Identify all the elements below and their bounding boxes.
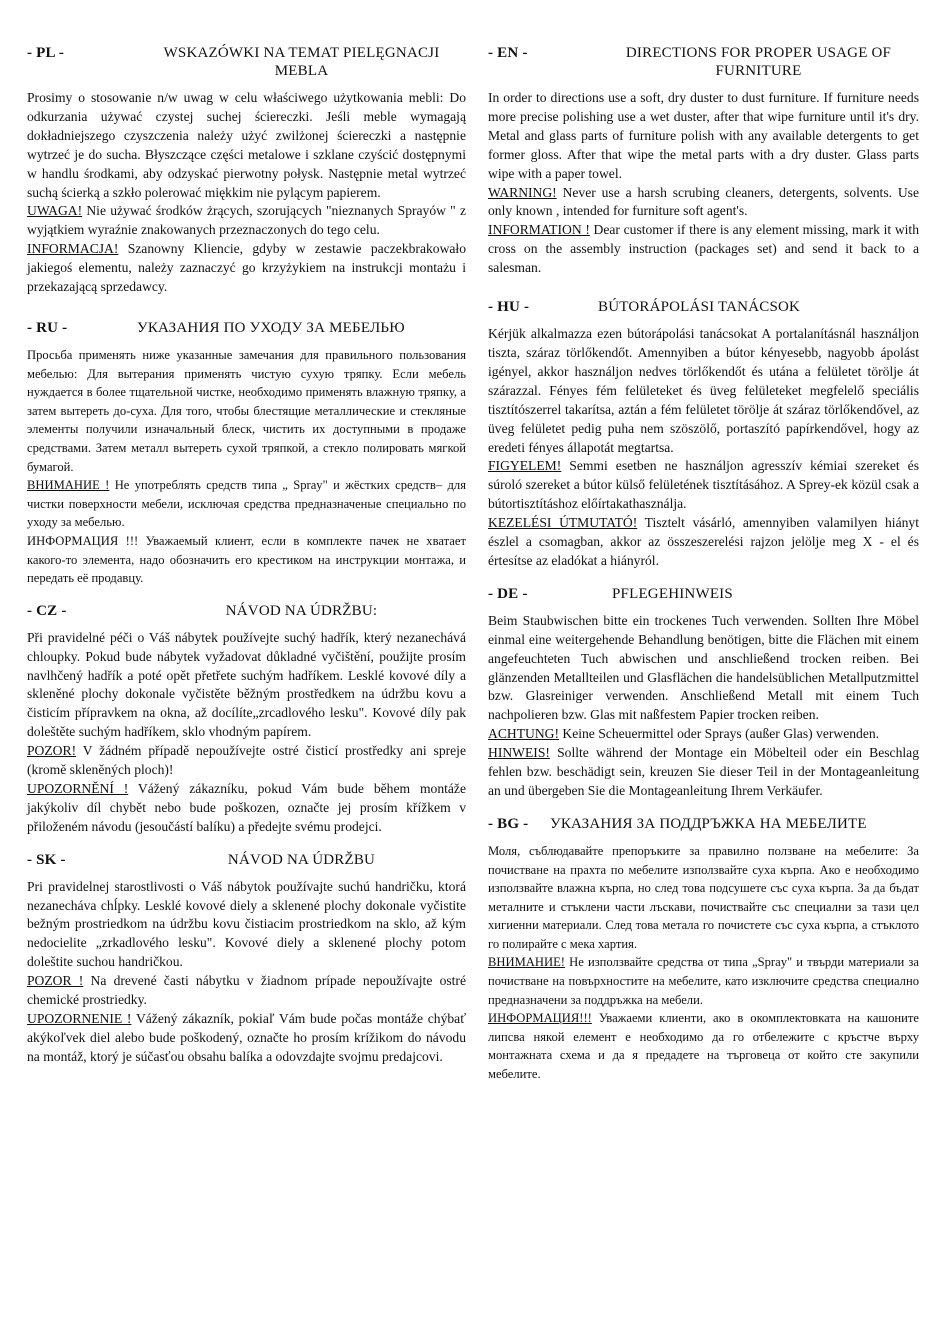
section-text (27, 629, 466, 837)
warning-text: Never use a harsh scrubing cleaners, detergents, solvents. Use only known , intended for furniture soft agent's. (488, 184, 919, 219)
info-label: INFORMATION ! (488, 222, 590, 238)
warning-text: Не употреблять средств типа „ Spray" и жёстких средств– для чистки поверхности мебели, исключая средства предназначеные специально по уходу за мебелью. (27, 478, 467, 530)
warning-text: Не използвайте средства от типа „Spray" и твърди материали за почистване на повърхностите на мебелите, като изключите средства специално предназначени за поддръжка на мебели. (488, 955, 919, 1007)
info-text: Tisztelt vásárló, amennyiben valamilyen hiányt észlel a csomagban, akkor az összeszerelési rajzon jelölje meg X - el és értesítse az eladókat a hiányról. (488, 515, 919, 568)
section-header (488, 44, 919, 80)
section-title: DIRECTIONS FOR PROPER USAGE OF FURNITURE (625, 45, 892, 79)
language-code: - SK - (27, 851, 66, 868)
info-label: ИНФОРМАЦИЯ !!! (27, 533, 139, 548)
info-text: Уважаеми клиенти, ако в окомплектовката на кашоните липсва някой елемент е необходимо да го отбележите с кръстче върху монтажната схема и да я предадете на търговеца от който сте закупили мебелите. (488, 1011, 919, 1082)
intro-text: Při pravidelné péči o Váš nábytek používejte suchý hadřík, který nezanechává chloupky. Pokud bude nábytek vyžadovat důkladné vyčištění, použijte prosím navlhčený hadřík a poté opět přetřete suchým hadříkem. Lesklé kovové díly a skleněné plochy dokonale vyčistěte běžným prostředkem na údržbu kovu a čisticím přípravkem na okna, až docílíte„zrcadlového lesku". Kovové díly pak doleštěte suchým hadříkem, sklo vhodným papírem. (27, 629, 466, 740)
section-title: NÁVOD NA ÚDRŽBU (227, 851, 376, 868)
warning-label: ВНИМАНИЕ ! (27, 478, 110, 493)
section-header (27, 44, 466, 80)
language-code: - EN - (488, 45, 528, 61)
section-ru (27, 319, 466, 588)
section-header (27, 851, 466, 869)
warning-text: Keine Scheuermittel oder Sprays (außer Glas) verwenden. (558, 726, 880, 742)
warning-label: FIGYELEM! (488, 458, 562, 474)
info-label: ИНФОРМАЦИЯ!!! (488, 1011, 592, 1026)
warning-label: ВНИМАНИЕ! (488, 955, 565, 970)
section-text (488, 842, 919, 1084)
intro-text: Pri pravidelnej starostlivosti o Váš nábytok používajte suchú handričku, ktorá nezanecháva chĺpky. Lesklé kovové diely a sklenené plochy dokonale vyčistite bežným prostriedkom na údržbu kovu čistiacim prostriedkom na sklo, až kým nedocielite „zrkadlového lesku". Kovové diely a sklenené plochy potom doleštite suchou handričkou. (27, 878, 466, 970)
language-code: - HU - (488, 299, 530, 316)
section-sk (27, 851, 466, 1067)
warning-label: UWAGA! (27, 203, 83, 219)
language-code: - CZ - (27, 602, 67, 619)
info-label: INFORMACJA! (27, 241, 119, 257)
section-header (27, 319, 466, 337)
section-text (27, 89, 466, 297)
section-hu (488, 298, 919, 571)
info-text: Dear customer if there is any element missing, mark it with cross on the assembly instruction (packages set) and send it back to a salesman. (488, 222, 920, 276)
warning-text: V žádném případě nepoužívejte ostré čisticí prostředky ani spreje (kromě skleněných ploch)! (27, 743, 466, 778)
info-label: UPOZORNĚNÍ ! (27, 780, 129, 796)
warning-label: POZOR ! (27, 973, 84, 989)
info-text: Уважаемый клиент, если в комплекте пачек не хватает какого-то элемента, надо обозначить его крестиком на инструкции монтажа, и передать её продавцу. (27, 533, 466, 586)
section-header (488, 298, 919, 316)
info-label: KEZELÉSI ÚTMUTATÓ! (488, 515, 638, 531)
section-title: PFLEGEHINWEIS (612, 585, 733, 602)
intro-text: Prosimy o stosowanie n/w uwag w celu właściwego użytkowania mebli: Do odkurzania używać czystej suchej ściereczki. Jeśli meble wymagają dokładniejszego czyszczenia należy użyć zwilżonej ściereczki a następnie wytrzeć je do sucha. Błyszczące części metalowe i szklane czyścić dostępnymi w handlu środkami, aby odzyskać pierwotny połysk. Następnie metal wytrzeć suchą ścierką a szkło polerować miękkim nie pylącym papierem. (27, 90, 466, 200)
section-cz (27, 602, 466, 837)
left-column (27, 44, 466, 1081)
section-title: BÚTORÁPOLÁSI TANÁCSOK (598, 299, 801, 316)
section-text (488, 612, 919, 801)
section-header (488, 585, 919, 603)
language-code: - PL - (27, 45, 65, 61)
language-code: - DE - (488, 585, 528, 602)
language-code: - BG - (488, 815, 529, 832)
info-text: Vážený zákazníku, pokud Vám bude během montáže jakýkoliv díl chybět nebo bude poškozen, označte jej prosím křížkem v přiloženém návodu (jesoučástí balíku) a předejte svému prodejci. (27, 780, 466, 834)
info-label: HINWEIS! (488, 745, 550, 761)
section-en (488, 44, 919, 278)
info-text: Sollte während der Montage ein Möbelteil oder ein Beschlag fehlen bzw. beschädigt sein, kreuzen Sie dieser Teil in der Montageanleitung an und übergeben Sie die Montageanleitung Ihrem Verkäufer. (488, 745, 919, 798)
section-text (27, 346, 466, 588)
intro-text: Просьба применять ниже указанные замечания для правильного пользования мебелью: Для вытерания применять чистую сухую тряпку. Если мебель нуждается в более тщательной чистке, необходимо применять влажную тряпку, а затем вытереть до-суха. Для того, чтобы блестящие металлические и стекляные элементы получили изначальный блеск, чистить их доступными в продаже средствами. Затем металл вытереть сухой тряпкой, а стекло полировать мягкой бумагой. (27, 347, 466, 474)
section-de (488, 585, 919, 801)
warning-label: ACHTUNG! (488, 726, 559, 742)
section-text (488, 325, 919, 571)
warning-label: POZOR! (27, 743, 77, 759)
intro-text: Моля, съблюдавайте препоръките за правилно ползване на мебелите: За почистване на прахта по мебелите използвайте суха кърпа. Ако е необходимо използвайте влажна кърпа, но след това подсушете със суха кърпа. За да бъдат металните и стъклени части лъскави, почиствайте със специални за тази цел хигиенни материали. След това метала го почистете със суха кърпа, а стъклото го полирайте с мека хартия. (488, 843, 919, 951)
warning-text: Nie używać środków żrących, szorujących "nieznanych Sprayów " z wyjątkiem wyraźnie znakowanych przeznaczonych do tego celu. (27, 203, 466, 238)
section-title: УКАЗАНИЯ ПО УХОДУ ЗА МЕБЕЛЬЮ (137, 319, 405, 336)
section-title: УКАЗАНИЯ ЗА ПОДДРЪЖКА НА МЕБЕЛИТЕ (550, 815, 867, 832)
info-text: Szanowny Kliencie, gdyby w zestawie paczekbrakowało jakiegoś elementu, należy zaznaczyć go krzyżykiem na instrukcji montażu i przekazającą sprzedawcy. (27, 241, 466, 295)
intro-text: Beim Staubwischen bitte ein trockenes Tuch verwenden. Sollten Ihre Möbel einmal eine weitergehende Behandlung benötigen, bitte die Flächen mit einem angefeuchteten Tuch abwischen und anschließend trocken reiben. Bei glänzenden Metallteilen und Glasflächen die handelsüblichen Metallputzmittel bzw. Glasreiniger verwenden. Anschließend Metall mit einem Tuch nachpolieren bzw. Glas mit naßfestem Papier trocken reiben. (488, 612, 919, 723)
section-header (27, 602, 466, 620)
right-column (488, 44, 919, 1098)
warning-text: Semmi esetben ne használjon agresszív kémiai szereket és súroló szereket a bútor külső felületének tisztításához. A Sprey-ek közül csak a bútortisztításhoz előírtakathasználja. (488, 458, 919, 512)
section-title: WSKAZÓWKI NA TEMAT PIELĘGNACJI MEBLA (163, 45, 440, 79)
info-text: Vážený zákazník, pokiaľ Vám bude počas montáže chýbať akýkoľvek diel alebo bude poškodený, označte ho prosím krížikom do návodu na montáž, ktorý je súčasťou obsahu balíka a odovzdajte svojmu predajcovi. (27, 1011, 466, 1064)
warning-text: Na drevené časti nábytku v žiadnom prípade nepoužívajte ostré chemické prostriedky. (27, 973, 466, 1008)
section-pl (27, 44, 466, 297)
section-header (488, 815, 919, 833)
intro-text: In order to directions use a soft, dry duster to dust furniture. If furniture needs more precise polishing use a wet duster, after that wipe furniture until it's dry. Metal and glass parts of furniture polish with any available detergents to get former gloss. After that wipe the metal parts with a dry duster. Glass parts wipe with a paper towel. (488, 90, 919, 181)
section-text (27, 878, 466, 1067)
info-label: UPOZORNENIE ! (27, 1011, 132, 1026)
language-code: - RU - (27, 319, 68, 336)
warning-label: WARNING! (488, 184, 557, 200)
section-bg (488, 815, 919, 1084)
intro-text: Kérjük alkalmazza ezen bútorápolási tanácsokat A portalanításnál használjon tiszta, száraz törlőkendőt. Amennyiben a bútor kényesebb, nagyobb ápolást igényel, akkor használjon nedves törlőkendőt és utána a felületet törölje át szárazzal. Fényes fém felületeket és üveg felületeket megfelelő speciális tisztítószerrel takarítsa, aztán a fém felületet törölje át száraz törlőkendővel, az üveg felületet pedig puha nem szöszölő, portaszító papírkendővel, hogy az eredeti fényes állapotát megtartsa. (488, 326, 919, 455)
section-title: NÁVOD NA ÚDRŽBU: (225, 602, 378, 619)
section-text (488, 89, 919, 278)
